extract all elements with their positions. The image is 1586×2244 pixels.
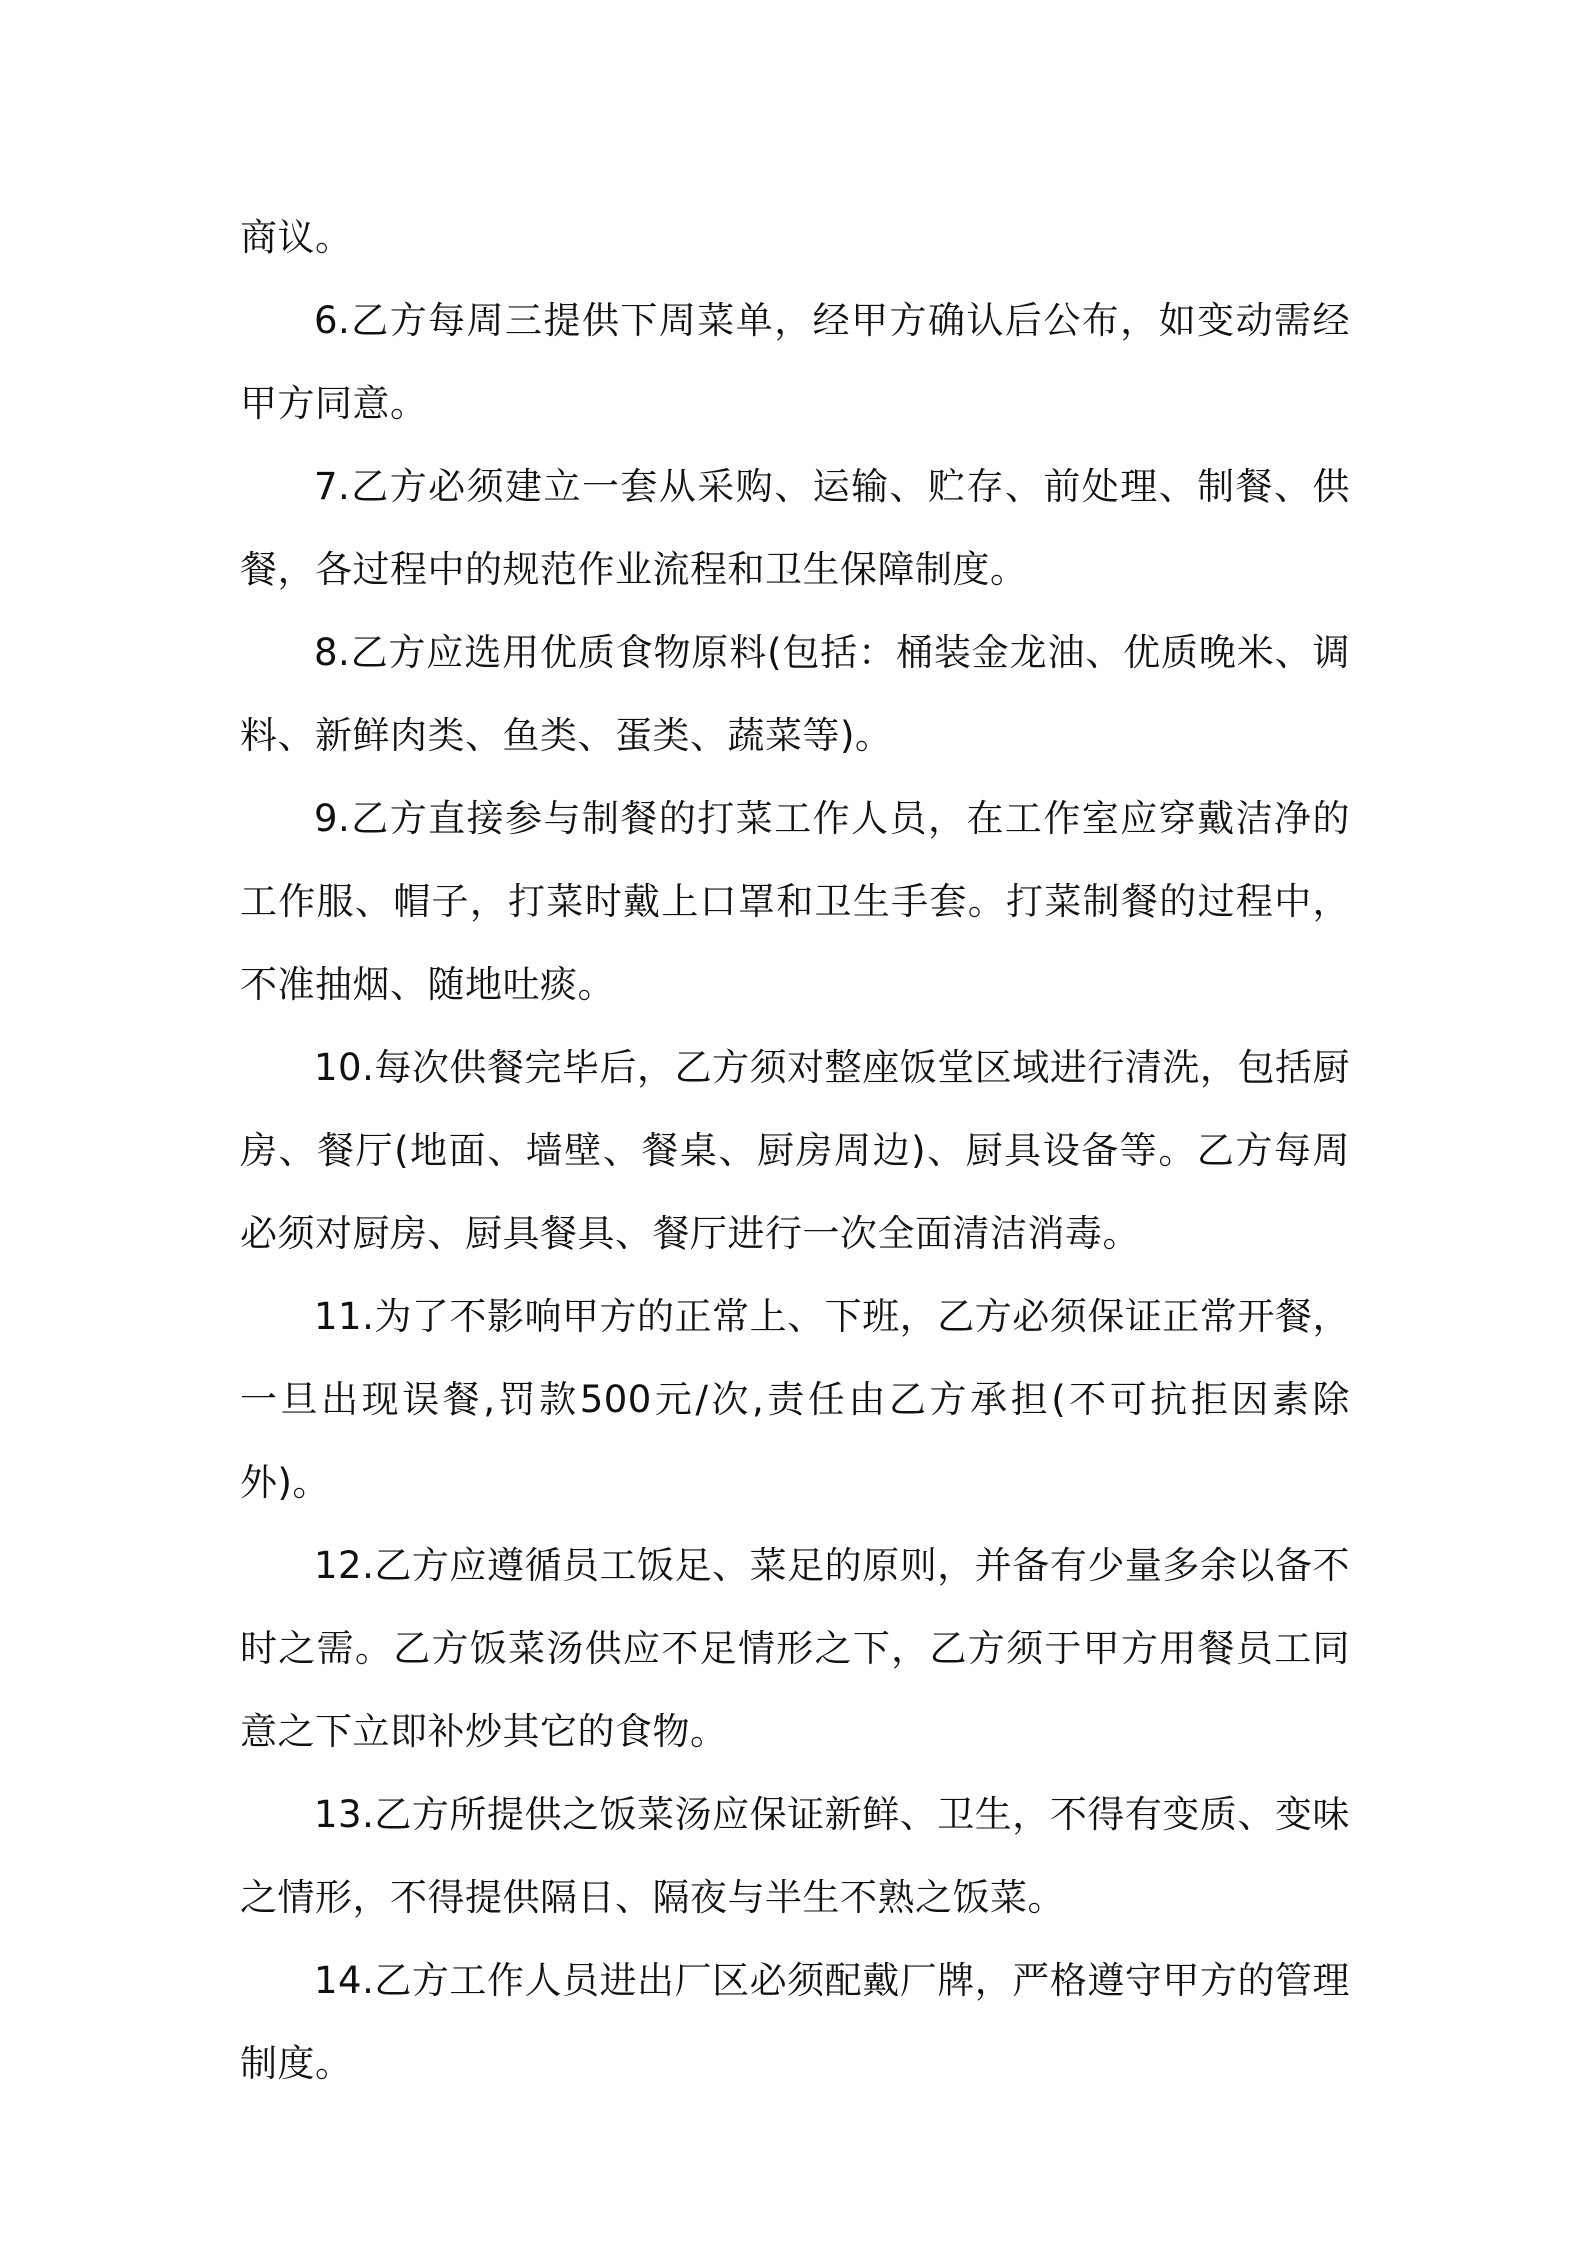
clause-14: 14.乙方工作人员进出厂区必须配戴厂牌，严格遵守甲方的管理制度。	[240, 1959, 1350, 2085]
clause-6: 6.乙方每周三提供下周菜单，经甲方确认后公布，如变动需经甲方同意。	[240, 299, 1350, 425]
clause-11: 11.为了不影响甲方的正常上、下班，乙方必须保证正常开餐，一旦出现误餐,罚款500元/次,责任由乙方承担(不可抗拒因素除外)。	[240, 1295, 1350, 1504]
paragraph-continuation: 商议。	[240, 216, 353, 259]
clause-12: 12.乙方应遵循员工饭足、菜足的原则，并备有少量多余以备不时之需。乙方饭菜汤供应不足情形之下，乙方须于甲方用餐员工同意之下立即补炒其它的食物。	[240, 1544, 1350, 1753]
clause-13: 13.乙方所提供之饭菜汤应保证新鲜、卫生，不得有变质、变味之情形，不得提供隔日、隔夜与半生不熟之饭菜。	[240, 1793, 1350, 1919]
clause-10: 10.每次供餐完毕后，乙方须对整座饭堂区域进行清洗，包括厨房、餐厅(地面、墙壁、餐桌、厨房周边)、厨具设备等。乙方每周必须对厨房、厨具餐具、餐厅进行一次全面清洁消毒。	[240, 1046, 1350, 1255]
clause-7: 7.乙方必须建立一套从采购、运输、贮存、前处理、制餐、供餐，各过程中的规范作业流程和卫生保障制度。	[240, 465, 1350, 591]
clause-8: 8.乙方应选用优质食物原料(包括：桶装金龙油、优质晚米、调料、新鲜肉类、鱼类、蛋类、蔬菜等)。	[240, 631, 1350, 757]
clause-9: 9.乙方直接参与制餐的打菜工作人员，在工作室应穿戴洁净的工作服、帽子，打菜时戴上口罩和卫生手套。打菜制餐的过程中，不准抽烟、随地吐痰。	[240, 797, 1350, 1006]
contract-body	[240, 196, 1350, 2105]
